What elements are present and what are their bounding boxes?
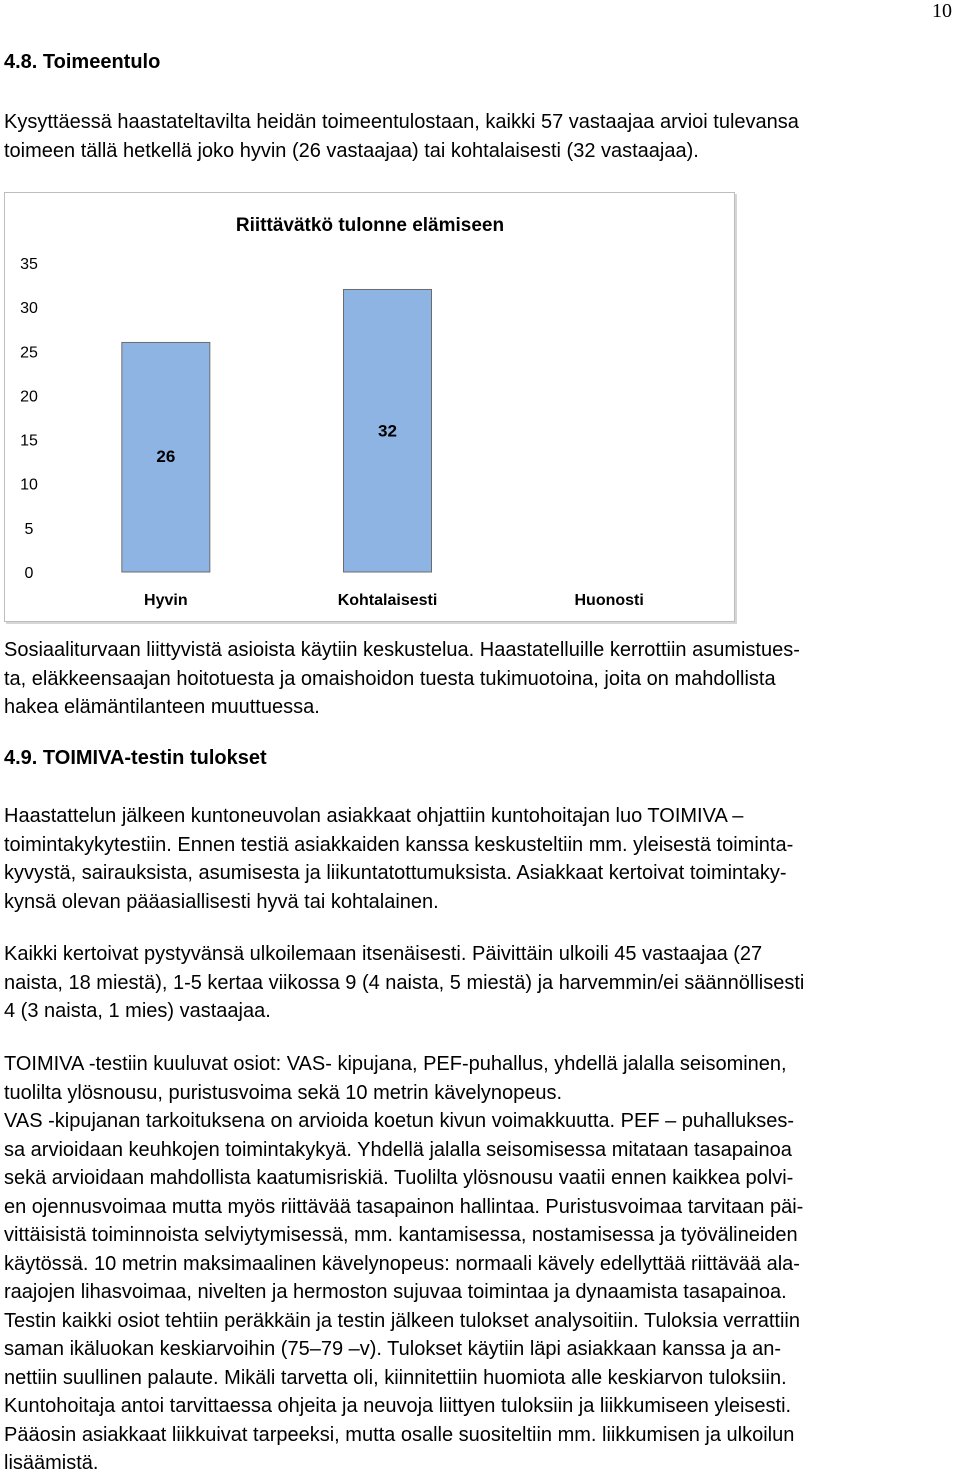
toimiva-paragraph-2 [4, 940, 956, 1026]
text-line: naista, 18 miestä), 1-5 kertaa viikossa 9 (4 naista, 5 miestä) ja harvemmin/ei säännöllisesti [4, 971, 805, 994]
page-number: 10 [932, 0, 952, 22]
text-line: ta, eläkkeensaajan hoitotuesta ja omaishoidon tuesta tukimuotoina, joita on mahdollista [4, 667, 776, 690]
text-line: Kuntohoitaja antoi tarvittaessa ohjeita ja neuvoja liittyen tuloksiin ja liikkumiseen yleisesti. [4, 1395, 792, 1417]
y-tick-label: 25 [20, 344, 38, 362]
y-tick-label: 0 [24, 565, 34, 582]
text-line: käytössä. 10 metrin maksimaalinen kävelynopeus: normaali kävely edellyttää riittävää ala- [4, 1252, 800, 1275]
text-line: toimeen tällä hetkellä joko hyvin (26 vastaajaa) tai kohtalaisesti (32 vastaajaa). [4, 139, 699, 162]
section-heading-toimiva: 4.9. TOIMIVA-testin tulokset [4, 747, 267, 769]
text-line: sa arvioidaan keuhkojen toimintakykyä. Yhdellä jalalla seisomisessa mitataan tasapainoa [4, 1138, 792, 1161]
text-line: raajojen lihasvoimaa, nivelten ja hermoston sujuvaa toimintaa ja dynaamista tasapainoa. [4, 1281, 787, 1303]
y-tick-label: 5 [24, 520, 34, 538]
text-line: vittäisistä toiminnoista selviytymisessä, mm. kantamisessa, nostamisessa ja työvälineiden [4, 1224, 798, 1246]
x-category-label: Huonosti [574, 592, 644, 609]
text-line: en ojennusvoimaa mutta myös riittävää tasapainon hallintaa. Puristusvoimaa tarvitaan päi- [4, 1195, 804, 1218]
income-chart [4, 192, 735, 622]
text-line: Haastattelun jälkeen kuntoneuvolan asiakkaat ohjattiin kuntohoitajan luo TOIMIVA – [4, 805, 744, 827]
text-line: TOIMIVA -testiin kuuluvat osiot: VAS- kipujana, PEF-puhallus, yhdellä jalalla seisominen, [4, 1053, 787, 1075]
text-line: sekä arvioidaan mahdollista kaatumisriskiä. Tuolilta ylösnousu vaatii ennen kaikkea polvi- [4, 1167, 794, 1189]
x-category-label: Hyvin [144, 592, 188, 609]
toimiva-paragraph-3 [4, 1050, 956, 1478]
text-line: saman ikäluokan keskiarvoihin (75–79 –v). Tulokset käytiin läpi asiakkaan kanssa ja an- [4, 1338, 782, 1360]
text-line: Kysyttäessä haastateltavilta heidän toimeentulostaan, kaikki 57 vastaajaa arvioi tulevansa [4, 111, 799, 133]
bar-data-label: 26 [156, 446, 176, 466]
text-line: Sosiaaliturvaan liittyvistä asioista käytiin keskustelua. Haastatelluille kerrottiin asumistues- [4, 639, 800, 661]
text-line: Kaikki kertoivat pystyvänsä ulkoilemaan itsenäisesti. Päivittäin ulkoili 45 vastaajaa (27 [4, 943, 763, 965]
section-heading-toimeentulo: 4.8. Toimeentulo [4, 51, 161, 73]
y-tick-label: 30 [20, 300, 38, 318]
intro-paragraph [4, 108, 956, 165]
text-line: Pääosin asiakkaat liikkuivat tarpeeksi, mutta osalle suositeltiin mm. liikkumisen ja ulkoilun [4, 1423, 795, 1446]
text-line: VAS -kipujanan tarkoituksena on arvioida koetun kivun voimakkuutta. PEF – puhallukses- [4, 1110, 795, 1132]
y-tick-label: 10 [20, 476, 38, 494]
text-line: hakea elämäntilanteen muuttuessa. [4, 696, 320, 718]
y-tick-label: 35 [20, 256, 38, 273]
y-tick-label: 15 [20, 432, 38, 450]
text-line: kyvystä, sairauksista, asumisesta ja liikuntatottumuksista. Asiakkaat kertoivat toimintaky- [4, 862, 787, 884]
text-line: tuolilta ylösnousu, puristusvoima sekä 10 metrin kävelynopeus. [4, 1081, 563, 1104]
y-tick-label: 20 [20, 388, 38, 406]
chart-title: Riittävätkö tulonne elämiseen [235, 215, 505, 236]
text-line: toimintakykytestiin. Ennen testiä asiakkaiden kanssa keskusteltiin mm. yleisestä toiminta- [4, 833, 794, 856]
toimiva-paragraph-1 [4, 802, 956, 916]
text-line: lisäämistä. [4, 1452, 99, 1474]
text-line: nettiin suullinen palaute. Mikäli tarvetta oli, kiinnitettiin huomiota alle keskiarvon tuloksiin. [4, 1366, 787, 1389]
x-category-label: Kohtalaisesti [337, 592, 438, 609]
bar-data-label: 32 [378, 421, 397, 441]
text-line: Testin kaikki osiot tehtiin peräkkäin ja testin jälkeen tulokset analysoitiin. Tuloksia verrattiin [4, 1309, 800, 1332]
chart-canvas [5, 193, 734, 621]
social-security-paragraph [4, 636, 956, 722]
text-line: kynsä olevan pääasiallisesti hyvä tai kohtalainen. [4, 890, 439, 913]
text-line: 4 (3 naista, 1 mies) vastaajaa. [4, 1000, 271, 1022]
